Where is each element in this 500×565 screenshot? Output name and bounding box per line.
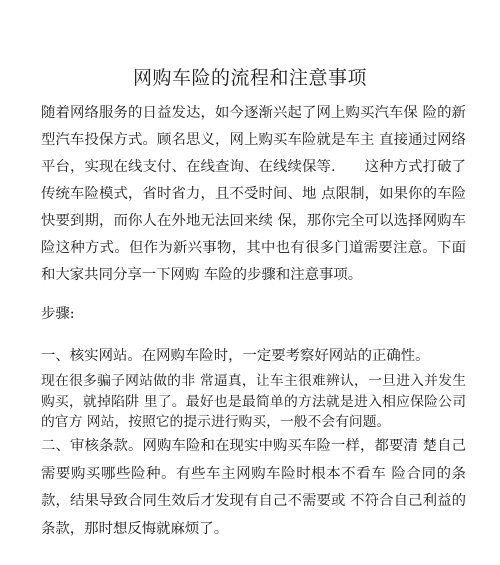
intro-paragraph: 随着网络服务的日益发达，如今逐渐兴起了网上购买汽车保 险的新型汽车投保方式。顾名思义，网上购买车险就是车主 直接通过网络平台，实现在线支付、在线查询、在线续保等. 这种方式打破了传统车险模式，省时省力，且不受时间、地 点限制，如果你的车险快要到期，而你人在外地无法回来续 保，那你完全可以选择网购车险这种方式。但作为新兴事物，其中也有很多门道需要注意。下面和大家共同分享一下网购 车险的步骤和注意事项。 <box>41 105 466 283</box>
document-title: 网购车险的流程和注意事项 <box>132 67 367 89</box>
step-2-paragraph: 二、审核条款。网购车险和在现实中购买车险一样，都要清 楚自己需要购买哪些险种。有些车主网购车险时根本不看车 险合同的条款，结果导致合同生效后才发现有自己不需要或 不符合自己利益的条款，那时想反悔就麻烦了。 <box>41 438 466 537</box>
step-1-detail: 现在很多骗子网站做的非 常逼真，让车主很难辨认，一旦进入并发生购买，就掉陷阱 里了。最好也是最简单的方法就是进入相应保险公司的官方 网站，按照它的提示进行购买，一般不会有问题。 <box>41 373 466 430</box>
steps-heading: 步骤: <box>41 306 75 322</box>
step-1-heading: 一、核实网站。在网购车险时，一定要考察好网站的正确性。 <box>41 348 430 364</box>
